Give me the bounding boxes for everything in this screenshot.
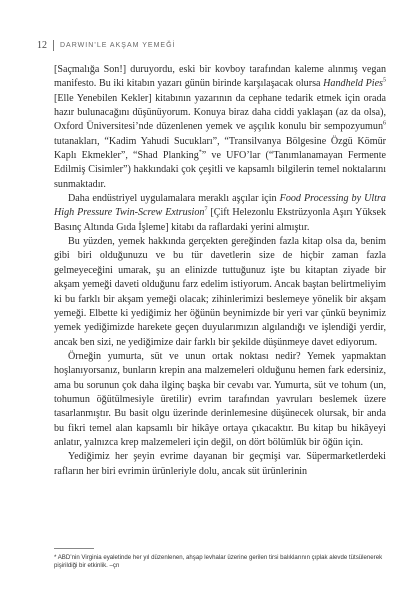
footnote bbox=[54, 554, 386, 571]
paragraph bbox=[54, 350, 386, 450]
book-title: Food Processing by Ultra High Pressure Twin-Screw Extrusion bbox=[54, 193, 386, 219]
page-header bbox=[37, 40, 377, 51]
footnote-marker: 5 bbox=[382, 77, 386, 84]
text-run: ” ve UFO’lar (“Tanımlanamayan Fermente Edilmiş Cisimler”) hakkındaki çok çeşitli ve kapsamlı bilgilerin temel noktalarını sunmaktadır. bbox=[54, 150, 387, 190]
footnote-marker: 6 bbox=[383, 121, 386, 128]
page-number: 12 bbox=[37, 40, 47, 51]
text-run: Daha endüstriyel uygulamalara meraklı aşçılar için bbox=[68, 193, 280, 205]
text-run: Yediğimiz her şeyin evrime dayanan bir geçmişi var. Süpermarketlerdeki rafların her biri evrimin ürünleriyle dolu, ancak süt ürünlerinin bbox=[54, 451, 386, 477]
paragraph bbox=[54, 63, 386, 192]
paragraph bbox=[54, 450, 386, 479]
footnote-rule bbox=[54, 548, 94, 549]
footnote-marker: 7 bbox=[204, 207, 208, 214]
text-run: Bu yüzden, yemek hakkında gerçekten gereğinden fazla kitap olsa da, benim gibi biri olduğunuzu ve bu tür davetlerin size de hiçbir zaman fazla gelmeyeceğini umarak, şu an elinizde tuttuğunuz işte bu kitaptan ziyade bir akşam yemeği daveti olduğunu farz edelim istiyorum. Ancak baştan belirtmeliyim ki bu farklı bir akşam yemeği olacak; zihinlerimizi beslemeye yönelik bir akşam yemeği. Elbette ki yediğimiz her öğünün beynimizde bir yeri var çünkü beynimiz yemek yediğimizde harekete geçen duyularımızın algılandığı ve işlendiği yerdir, ancak ben sizi, ne yediğimize dair farklı bir şekilde düşünmeye davet ediyorum. bbox=[54, 236, 386, 348]
text-run: tutanakları, “Kadim Yahudi Sucukları”, “Transilvanya Bölgesine Özgü Kömür Kaplı Ekmekler”, “Shad Planking bbox=[54, 135, 386, 162]
footnote-marker: * bbox=[198, 149, 202, 156]
text-run: [Saçmalığa Son!] duruyordu, eski bir kovboy tarafından kaleme alınmış vegan manifesto. Bu iki kitabın yazarı günün birinde karşılaşacak olursa bbox=[54, 64, 386, 90]
text-run: [Çift Helezonlu Ekstrüzyonla Aşırı Yüksek Basınç Altında Gıda İşleme] kitabı da raflardaki yerini almıştır. bbox=[54, 207, 387, 233]
header-divider bbox=[53, 40, 54, 51]
footnotes bbox=[54, 548, 386, 571]
book-title: Handheld Pies bbox=[323, 78, 383, 90]
running-title: DARWIN’LE AKŞAM YEMEĞİ bbox=[60, 42, 176, 49]
text-run: [Elle Yenebilen Kekler] kitabının yazarının da cephane tedarik etmek için orada hazır bulunacağını düşünüyorum. Konuya biraz daha ciddi yaklaşan (az da olsa), Oxford Üniversitesi’nde düzenlenen yemek ve aşçılık konulu bir sempozyumun bbox=[54, 92, 386, 133]
text-run: Örneğin yumurta, süt ve unun ortak noktası nedir? Yemek yapmaktan hoşlanıyorsanız, bunların krepin ana malzemeleri olduğunu hemen fark edersiniz, ama bu sorunun çok daha ilginç başka bir cevabı var. Yumurta, süt ve tohum (un, tohumun öğütülmesiyle üretilir) evrim tarafından yavruları beslemek üzere tasarlanmıştır. Bu basit olgu üzerinde derinlemesine düşünecek olursak, bir anda bu fikri temel alan kapsamlı bir hikâye ortaya çıkacaktır. Bu kitap bu hikâyeyi anlatır, yalnızca krep malzemeleri için değil, on dört bölümlük bir öğün için. bbox=[54, 350, 386, 448]
paragraph bbox=[54, 192, 386, 235]
text-run: * ABD’nin Virginia eyaletinde her yıl düzenlenen, ahşap levhalar üzerine gerilen tirsi balıklarının çıplak alevde tütsülenerek pişirildiği bir etkinlik. –çn bbox=[54, 554, 383, 570]
paragraph bbox=[54, 235, 386, 350]
body-text bbox=[54, 63, 386, 479]
